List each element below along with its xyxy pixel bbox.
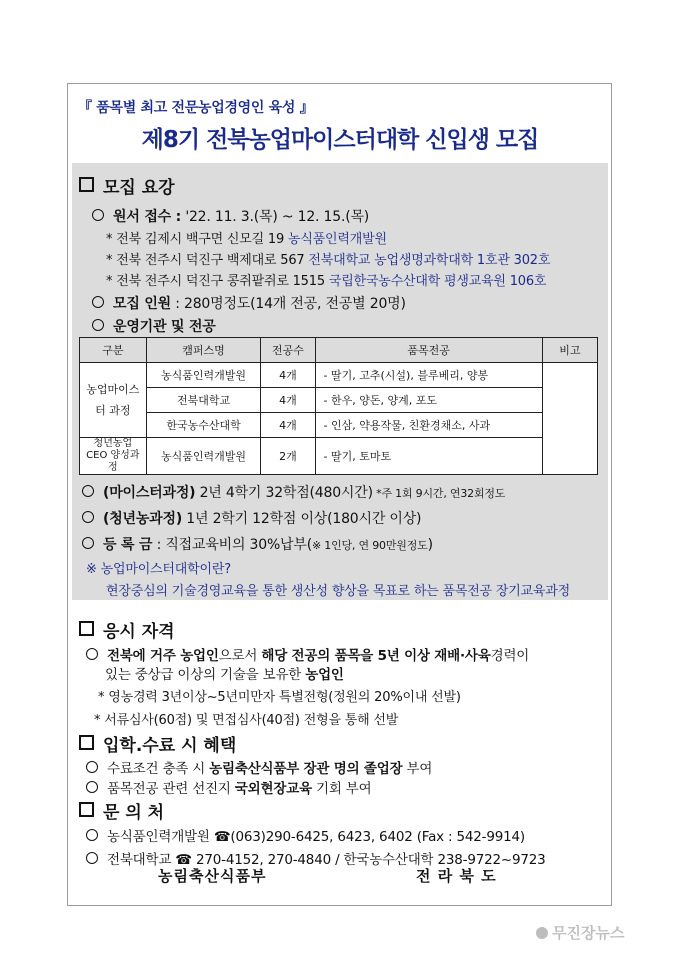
circle-bullet-icon: [86, 761, 98, 773]
circle-bullet-icon: [82, 485, 94, 497]
circle-bullet-icon: [92, 209, 104, 221]
benefits-heading: 입학.수료 시 혜택: [79, 731, 236, 756]
eligibility-line-1: 전북에 거주 농업인으로서 해당 전공의 품목을 5년 이상 재배·사육경력이: [86, 644, 529, 664]
meister-college-answer: 현장중심의 기술경영교육을 통한 생산성 향상을 목표로 하는 품목전공 장기교육과정: [106, 584, 570, 599]
benefit-line-1: 수료조건 충족 시 농림축산식품부 장관 명의 졸업장 부여: [86, 757, 432, 777]
ops-label-line: 운영기관 및 전공: [92, 316, 216, 336]
recruit-count-line: 모집 인원 : 280명정도(14개 전공, 전공별 20명): [92, 293, 406, 313]
watermark: 무진장뉴스: [536, 922, 624, 943]
majors-cell: - 인삼, 약용작물, 친환경채소, 사과: [315, 413, 542, 438]
poster-subtitle: 『 품목별 최고 전문농업경영인 육성 』: [78, 100, 314, 116]
campus-cell: 농식품인력개발원: [146, 363, 261, 388]
group-cell-meister: 농업마이스터 과정: [80, 363, 147, 438]
contact-heading: 문 의 처: [79, 798, 164, 823]
youth-course-line: (청년농과정) 1년 2학기 12학점 이상(180시간 이상): [82, 508, 421, 528]
campus-cell: 농식품인력개발원: [146, 438, 261, 475]
circle-bullet-icon: [92, 296, 104, 308]
count-cell: 4개: [261, 413, 315, 438]
table-header-row: [80, 338, 598, 363]
count-cell: 2개: [261, 438, 315, 475]
table-row: [80, 438, 598, 475]
checkbox-square-icon: [79, 621, 94, 636]
poster-title: 제8기 전북농업마이스터대학 신입생 모집: [141, 127, 539, 153]
checkbox-square-icon: [79, 735, 94, 750]
note-cell: [542, 363, 597, 475]
campus-cell: 전북대학교: [146, 388, 261, 413]
group-cell-youth: 청년농업CEO 양성과정: [80, 438, 147, 475]
fee-line: 등 록 금 : 직접교육비의 30%납부(※ 1인당, 연 90만원정도): [82, 534, 433, 554]
count-cell: 4개: [261, 363, 315, 388]
meister-college-question: ※ 농업마이스터대학이란?: [86, 562, 231, 577]
table-row: [80, 363, 598, 388]
table-row: [80, 388, 598, 413]
table-header-cell: 캠퍼스명: [146, 338, 261, 363]
circle-bullet-icon: [86, 852, 98, 864]
meister-course-line: (마이스터과정) 2년 4학기 32학점(480시간) *주 1회 9시간, 연32회정도: [82, 482, 505, 502]
table-header-cell: 품목전공: [315, 338, 542, 363]
majors-cell: - 딸기, 고추(시설), 블루베리, 양봉: [315, 363, 542, 388]
circle-bullet-icon: [86, 781, 98, 793]
apply-place-2: * 전북 전주시 덕진구 백제대로 567 전북대학교 농업생명과학대학 1호관 302호: [106, 253, 551, 268]
campus-cell: 한국농수산대학: [146, 413, 261, 438]
circle-bullet-icon: [82, 537, 94, 549]
circle-bullet-icon: [82, 511, 94, 523]
count-cell: 4개: [261, 388, 315, 413]
recruit-heading: 모집 요강: [79, 173, 175, 198]
eligibility-note-1: * 영농경력 3년이상~5년미만자 특별전형(정원의 20%이내 선발): [98, 690, 461, 705]
footer-ministry: 농림축산식품부: [158, 867, 267, 885]
checkbox-square-icon: [79, 177, 94, 192]
table-header-cell: 구분: [80, 338, 147, 363]
eligibility-line-2: 있는 중상급 이상의 기술을 보유한 농업인: [105, 667, 344, 683]
watermark-logo-icon: [536, 927, 548, 939]
circle-bullet-icon: [86, 829, 98, 841]
apply-place-3: * 전북 전주시 덕진구 콩쥐팥쥐로 1515 국립한국농수산대학 평생교육원 106호: [106, 274, 547, 289]
table-header-cell: 비고: [542, 338, 597, 363]
checkbox-square-icon: [79, 802, 94, 817]
majors-cell: - 딸기, 토마토: [315, 438, 542, 475]
apply-place-1: * 전북 김제시 백구면 신모길 19 농식품인력개발원: [106, 232, 387, 247]
apply-period-line: 원서 접수 : '22. 11. 3.(목) ~ 12. 15.(목): [92, 206, 369, 226]
table-header-cell: 전공수: [261, 338, 315, 363]
table-row: [80, 413, 598, 438]
majors-table: [79, 337, 598, 475]
contact-line-2: 전북대학교 ☎ 270-4152, 270-4840 / 한국농수산대학 238-9722~9723: [86, 848, 546, 868]
majors-cell: - 한우, 양돈, 양계, 포도: [315, 388, 542, 413]
circle-bullet-icon: [86, 648, 98, 660]
benefit-line-2: 품목전공 관련 선진지 국외현장교육 기회 부여: [86, 777, 371, 797]
circle-bullet-icon: [92, 319, 104, 331]
eligibility-note-2: * 서류심사(60점) 및 면접심사(40점) 전형을 통해 선발: [94, 713, 399, 728]
eligibility-heading: 응시 자격: [79, 617, 175, 642]
footer-province: 전 라 북 도: [416, 867, 497, 885]
contact-line-1: 농식품인력개발원 ☎(063)290-6425, 6423, 6402 (Fax : 542-9914): [86, 825, 525, 845]
